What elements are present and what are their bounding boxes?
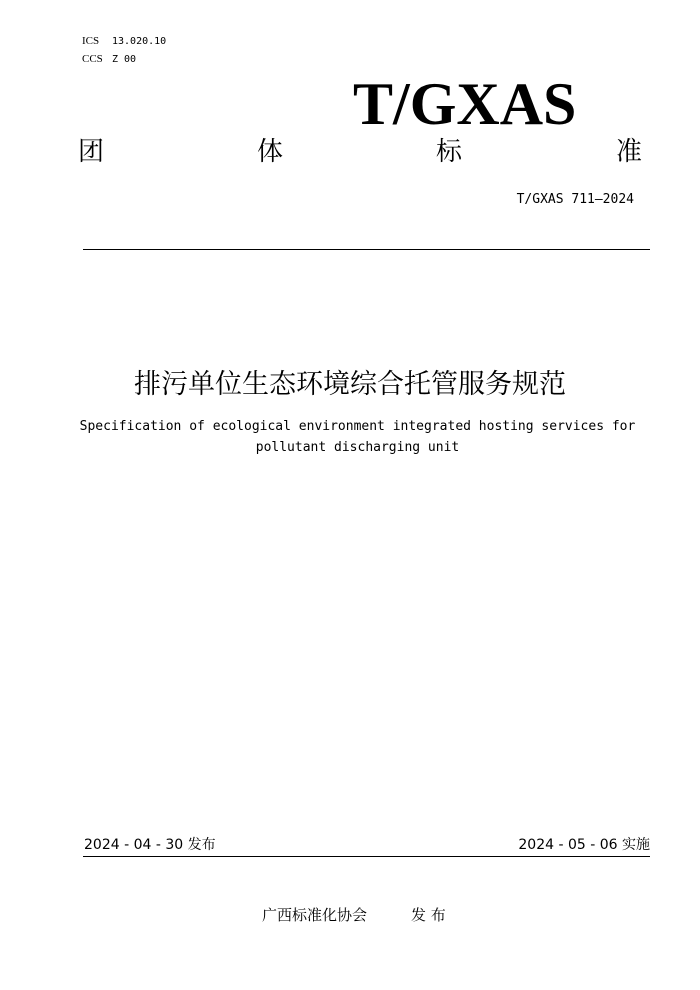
ccs-label: CCS [82, 53, 103, 65]
ics-label: ICS [82, 35, 100, 47]
title-english-line-1: Specification of ecological environment integrated hosting services for [79, 419, 636, 434]
header-divider [83, 249, 650, 250]
title-chinese: 排污单位生态环境综合托管服务规范 [134, 369, 566, 400]
issue-date: 2024 - 04 - 30 发布 [84, 837, 216, 853]
ccs-value: Z 00 [112, 54, 137, 65]
ics-line [82, 34, 166, 49]
publisher-action: 发 布 [411, 906, 446, 924]
implement-date: 2024 - 05 - 06 实施 [518, 837, 650, 853]
title-english-line-2: pollutant discharging unit [255, 440, 460, 455]
standard-type-char-4: 准 [616, 137, 643, 167]
title-english [60, 416, 655, 458]
ics-value: 13.020.10 [112, 36, 167, 47]
ccs-line [82, 52, 136, 67]
standard-type-char-1: 团 [78, 137, 105, 167]
publisher-org: 广西标准化协会 [262, 906, 368, 924]
standard-code: T/GXAS 711—2024 [516, 192, 634, 207]
footer-divider [83, 856, 650, 857]
standard-type-char-2: 体 [257, 137, 284, 167]
brand-logo: T/GXAS [353, 71, 577, 137]
standard-type-char-3: 标 [436, 137, 463, 167]
